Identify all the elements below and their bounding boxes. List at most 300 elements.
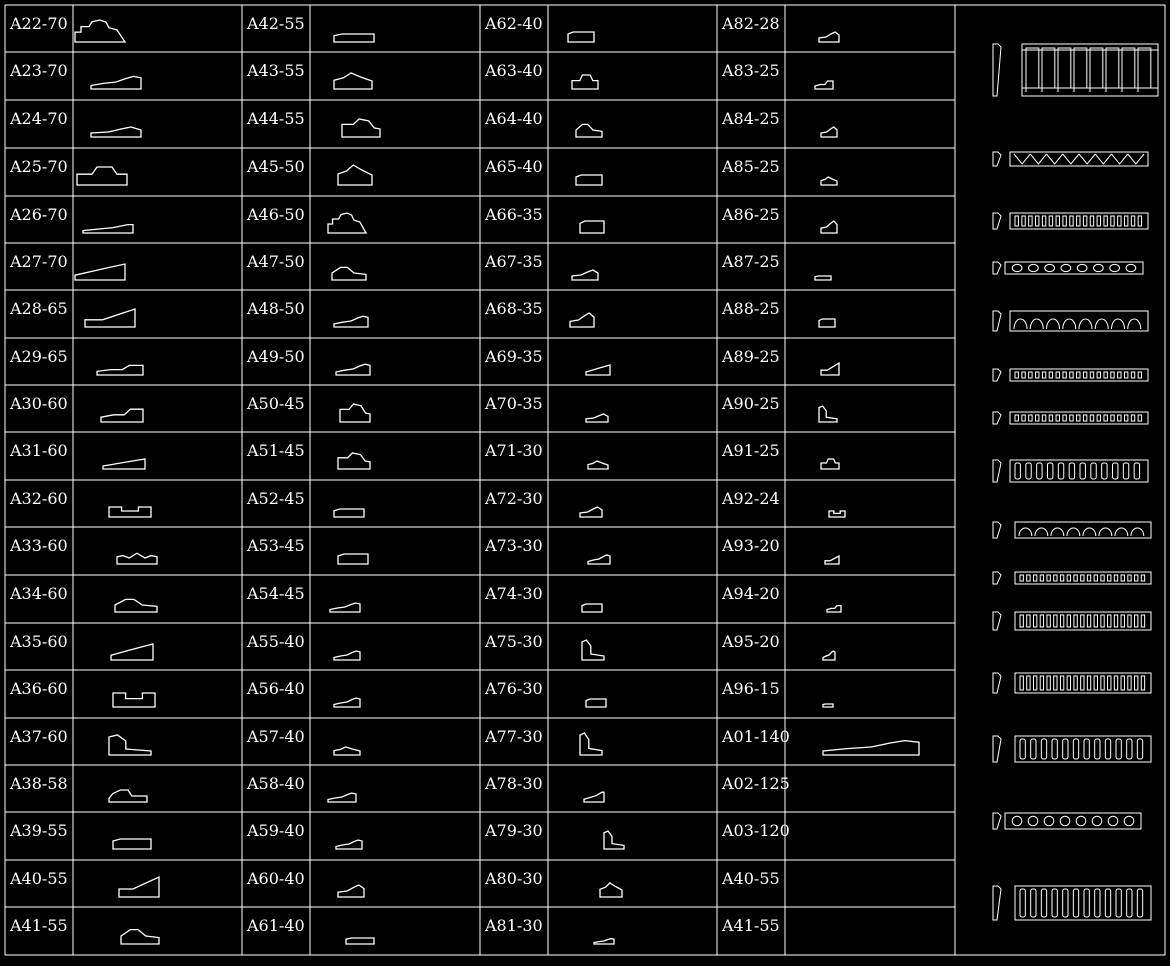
catalog-cell-a71-30 — [484, 441, 608, 469]
catalog-cell-a94-20 — [721, 584, 841, 612]
dentil-motif — [1022, 372, 1025, 378]
item-code-label: A56-40 — [247, 679, 305, 698]
moulding-profile — [572, 75, 598, 89]
dentil-motif — [1114, 615, 1117, 627]
dentil-motif — [1111, 372, 1114, 378]
dentil-motif — [1121, 615, 1124, 627]
item-code-label: A71-30 — [485, 441, 543, 460]
catalog-cell-a25-70 — [9, 157, 127, 185]
triangle-motif — [1128, 154, 1144, 164]
catalog-cell-a48-50 — [246, 299, 368, 327]
item-code-label: A57-40 — [247, 727, 305, 746]
strip-side-profile — [993, 412, 1001, 424]
dentil-motif — [1108, 676, 1111, 690]
dentil-motif — [1138, 372, 1141, 378]
moulding-profile — [821, 177, 837, 185]
item-code-label: A92-24 — [722, 489, 780, 508]
moulding-profile — [111, 644, 153, 660]
dentil-motif — [1090, 415, 1093, 421]
moulding-profile — [588, 555, 610, 564]
catalog-cell-a51-45 — [246, 441, 370, 469]
dentil-motif — [1102, 463, 1107, 479]
dentil-motif — [1111, 415, 1114, 421]
item-code-label: A69-35 — [485, 347, 543, 366]
catalog-cell-a39-55 — [9, 821, 151, 849]
catalog-cell-a46-50 — [246, 205, 366, 233]
moulding-profile — [821, 221, 837, 233]
catalog-cell-a70-35 — [484, 394, 608, 422]
dentil-motif — [1091, 463, 1096, 479]
moulding-profile — [338, 885, 364, 897]
moulding-profile — [113, 693, 155, 707]
ornament-strip-oval — [993, 813, 1141, 829]
arch-motif — [1131, 528, 1144, 536]
catalog-cell-a78-30 — [484, 774, 604, 802]
strip-side-profile — [993, 460, 1001, 482]
item-code-label: A84-25 — [722, 109, 780, 128]
dentil-motif — [1094, 676, 1097, 690]
dentil-motif — [1077, 415, 1080, 421]
catalog-cell-a40-55 — [721, 869, 780, 888]
item-code-label: A30-60 — [10, 394, 68, 413]
ornament-strip-dense — [993, 213, 1148, 229]
ornament-strip-dense — [993, 572, 1151, 584]
ornament-strip-dense — [993, 412, 1148, 424]
arch-motif — [1112, 319, 1125, 329]
ornament-strip-oval — [993, 262, 1143, 274]
dentil-motif — [1114, 575, 1117, 581]
dentil-motif — [1063, 739, 1068, 759]
catalog-cell-a33-60 — [9, 536, 157, 564]
moulding-profile — [576, 124, 602, 137]
greek-key-motif — [1122, 48, 1135, 92]
catalog-cell-a30-60 — [9, 394, 143, 422]
moulding-profile — [815, 81, 833, 89]
item-code-label: A96-15 — [722, 679, 780, 698]
dentil-motif — [1060, 676, 1063, 690]
dentil-motif — [1121, 575, 1124, 581]
dentil-motif — [1101, 615, 1104, 627]
dentil-motif — [1081, 676, 1084, 690]
item-code-label: A41-55 — [10, 916, 68, 935]
dentil-motif — [1097, 216, 1100, 226]
catalog-cell-a89-25 — [721, 347, 839, 375]
catalog-cell-a40-55 — [9, 869, 159, 897]
catalog-cell-a66-35 — [484, 205, 604, 233]
item-code-label: A77-30 — [485, 727, 543, 746]
strip-side-profile — [993, 736, 1001, 762]
dentil-motif — [1042, 216, 1045, 226]
arch-motif — [1083, 528, 1096, 536]
catalog-cell-a31-60 — [9, 441, 145, 469]
triangle-motif — [1095, 154, 1111, 164]
moulding-profile — [338, 453, 370, 469]
dentil-motif — [1090, 372, 1093, 378]
item-code-label: A33-60 — [10, 536, 68, 555]
item-code-label: A38-58 — [10, 774, 68, 793]
dentil-motif — [1020, 676, 1023, 690]
strip-border — [1005, 813, 1141, 829]
oval-motif — [1012, 816, 1022, 826]
item-code-label: A52-45 — [247, 489, 305, 508]
strip-border — [1015, 886, 1151, 920]
dentil-motif — [1049, 415, 1052, 421]
catalog-cell-a56-40 — [246, 679, 360, 707]
dentil-motif — [1033, 676, 1036, 690]
dentil-motif — [1118, 415, 1121, 421]
item-code-label: A90-25 — [722, 394, 780, 413]
item-code-label: A67-35 — [485, 252, 543, 271]
dentil-motif — [1083, 372, 1086, 378]
oval-motif — [1061, 264, 1071, 271]
catalog-cell-a92-24 — [721, 489, 845, 517]
catalog-cell-a43-55 — [246, 61, 372, 89]
catalog-cell-a76-30 — [484, 679, 606, 707]
item-code-label: A91-25 — [722, 441, 780, 460]
moulding-profile — [604, 831, 624, 849]
dentil-motif — [1027, 575, 1030, 581]
catalog-cell-a58-40 — [246, 774, 356, 802]
dentil-motif — [1026, 463, 1031, 479]
moulding-profile — [586, 414, 608, 422]
strip-side-profile — [993, 813, 1001, 829]
catalog-cell-a63-40 — [484, 61, 598, 89]
oval-motif — [1044, 816, 1054, 826]
moulding-profile — [588, 461, 608, 469]
item-code-label: A51-45 — [247, 441, 305, 460]
dentil-motif — [1033, 575, 1036, 581]
dentil-motif — [1135, 676, 1138, 690]
dentil-motif — [1118, 372, 1121, 378]
catalog-cell-a69-35 — [484, 347, 610, 375]
item-code-label: A28-65 — [10, 299, 68, 318]
ornament-strip-arch — [993, 522, 1151, 538]
dentil-motif — [1087, 575, 1090, 581]
item-code-label: A35-60 — [10, 632, 68, 651]
dentil-motif — [1105, 889, 1110, 917]
oval-motif — [1045, 264, 1055, 271]
moulding-profile — [109, 507, 151, 517]
dentil-motif — [1069, 463, 1074, 479]
item-code-label: A63-40 — [485, 61, 543, 80]
moulding-profile — [580, 221, 604, 233]
catalog-cell-a73-30 — [484, 536, 610, 564]
moulding-profile — [582, 640, 604, 660]
greek-key-motif — [1042, 48, 1055, 92]
item-code-label: A76-30 — [485, 679, 543, 698]
item-code-label: A39-55 — [10, 821, 68, 840]
dentil-motif — [1020, 739, 1025, 759]
greek-key-motif — [1090, 48, 1103, 92]
oval-motif — [1077, 264, 1087, 271]
item-code-label: A54-45 — [247, 584, 305, 603]
moulding-profile — [819, 32, 839, 42]
catalog-cell-a64-40 — [484, 109, 602, 137]
dentil-motif — [1141, 575, 1144, 581]
arch-motif — [1051, 528, 1064, 536]
catalog-cell-a95-20 — [721, 632, 835, 660]
moulding-profile — [338, 165, 372, 185]
dentil-motif — [1104, 372, 1107, 378]
dentil-motif — [1027, 615, 1030, 627]
strip-side-profile — [993, 213, 1001, 229]
moulding-profile — [75, 20, 125, 42]
arch-motif — [1030, 319, 1043, 329]
dentil-motif — [1049, 372, 1052, 378]
moulding-profile — [572, 270, 598, 280]
dentil-motif — [1052, 889, 1057, 917]
dentil-motif — [1036, 372, 1039, 378]
dentil-motif — [1116, 889, 1121, 917]
moulding-profile — [328, 213, 366, 233]
ornament-strip-tall — [993, 886, 1151, 920]
dentil-motif — [1087, 615, 1090, 627]
ornament-strip-tall — [993, 460, 1148, 482]
moulding-profile — [330, 603, 360, 612]
dentil-motif — [1048, 463, 1053, 479]
dentil-motif — [1070, 415, 1073, 421]
strip-side-profile — [993, 311, 1001, 331]
moulding-profile — [332, 267, 366, 280]
moulding-profile — [113, 839, 151, 849]
catalog-cell-a81-30 — [484, 916, 614, 944]
catalog-cell-a93-20 — [721, 536, 839, 564]
item-code-label: A73-30 — [485, 536, 543, 555]
catalog-cell-a91-25 — [721, 441, 839, 469]
item-code-label: A03-120 — [722, 821, 790, 840]
dentil-motif — [1029, 415, 1032, 421]
item-code-label: A48-50 — [247, 299, 305, 318]
dentil-motif — [1094, 615, 1097, 627]
dentil-motif — [1073, 889, 1078, 917]
item-code-label: A60-40 — [247, 869, 305, 888]
dentil-motif — [1056, 372, 1059, 378]
moulding-profile — [825, 556, 839, 564]
moulding-profile — [91, 76, 141, 89]
moulding-profile — [328, 793, 356, 802]
catalog-cell-a80-30 — [484, 869, 622, 897]
arch-motif — [1095, 319, 1108, 329]
arch-motif — [1067, 528, 1080, 536]
item-code-label: A01-140 — [722, 727, 790, 746]
item-code-label: A58-40 — [247, 774, 305, 793]
greek-key-motif — [1106, 48, 1119, 92]
catalog-cell-a32-60 — [9, 489, 151, 517]
moulding-profile — [576, 175, 602, 185]
dentil-motif — [1080, 463, 1085, 479]
dentil-motif — [1029, 216, 1032, 226]
strip-border — [1010, 369, 1148, 381]
dentil-motif — [1074, 615, 1077, 627]
dentil-motif — [1056, 415, 1059, 421]
dentil-motif — [1128, 676, 1131, 690]
moulding-profile — [570, 313, 594, 327]
item-code-label: A26-70 — [10, 205, 68, 224]
strip-border — [1005, 262, 1143, 274]
moulding-profile — [827, 606, 841, 612]
item-code-label: A44-55 — [247, 109, 305, 128]
dentil-motif — [1067, 676, 1070, 690]
arch-motif — [1047, 319, 1060, 329]
moulding-profile — [346, 938, 374, 944]
moulding-profile — [594, 939, 614, 944]
ornament-strip-arch — [993, 311, 1148, 331]
catalog-cell-a53-45 — [246, 536, 368, 564]
dentil-motif — [1058, 463, 1063, 479]
item-code-label: A95-20 — [722, 632, 780, 651]
item-code-label: A40-55 — [722, 869, 780, 888]
item-code-label: A68-35 — [485, 299, 543, 318]
dentil-motif — [1101, 575, 1104, 581]
catalog-cell-a02-125 — [721, 774, 790, 793]
catalog-cell-a36-60 — [9, 679, 155, 707]
dentil-motif — [1135, 615, 1138, 627]
dentil-motif — [1022, 216, 1025, 226]
moulding-profile — [121, 930, 159, 944]
dentil-motif — [1031, 739, 1036, 759]
item-code-label: A23-70 — [10, 61, 68, 80]
catalog-cell-a60-40 — [246, 869, 364, 897]
oval-motif — [1076, 816, 1086, 826]
dentil-motif — [1084, 739, 1089, 759]
moulding-profile — [119, 877, 159, 897]
dentil-motif — [1047, 615, 1050, 627]
arch-motif — [1019, 528, 1032, 536]
dentil-motif — [1081, 575, 1084, 581]
item-code-label: A79-30 — [485, 821, 543, 840]
item-code-label: A29-65 — [10, 347, 68, 366]
catalog-cell-a23-70 — [9, 61, 141, 89]
catalog-cell-a41-55 — [721, 916, 780, 935]
triangle-motif — [1112, 154, 1128, 164]
dentil-motif — [1063, 216, 1066, 226]
moulding-profile — [101, 409, 143, 422]
dentil-motif — [1047, 676, 1050, 690]
catalog-cell-a65-40 — [484, 157, 602, 185]
item-code-label: A45-50 — [247, 157, 305, 176]
moulding-profile — [334, 316, 368, 327]
catalog-cell-a85-25 — [721, 157, 837, 185]
dentil-motif — [1131, 216, 1134, 226]
catalog-cell-a55-40 — [246, 632, 360, 660]
strip-side-profile — [993, 44, 1001, 96]
catalog-cell-a88-25 — [721, 299, 835, 327]
strip-side-profile — [993, 262, 1001, 274]
dentil-motif — [1047, 575, 1050, 581]
strip-side-profile — [993, 673, 1001, 693]
item-code-label: A72-30 — [485, 489, 543, 508]
dentil-motif — [1040, 676, 1043, 690]
moulding-profile — [819, 319, 835, 327]
dentil-motif — [1116, 739, 1121, 759]
catalog-cell-a28-65 — [9, 299, 135, 327]
item-code-label: A46-50 — [247, 205, 305, 224]
strip-border — [1010, 412, 1148, 424]
item-code-label: A49-50 — [247, 347, 305, 366]
triangle-motif — [1030, 154, 1046, 164]
table-cells — [9, 14, 919, 944]
dentil-motif — [1077, 372, 1080, 378]
catalog-cell-a86-25 — [721, 205, 837, 233]
catalog-cell-a67-35 — [484, 252, 598, 280]
item-code-label: A87-25 — [722, 252, 780, 271]
dentil-motif — [1124, 216, 1127, 226]
dentil-motif — [1015, 463, 1020, 479]
dentil-motif — [1128, 575, 1131, 581]
oval-motif — [1029, 264, 1039, 271]
dentil-motif — [1128, 615, 1131, 627]
dentil-motif — [1141, 676, 1144, 690]
dentil-motif — [1104, 415, 1107, 421]
strip-side-profile — [993, 369, 1001, 381]
greek-key-motif — [1026, 48, 1039, 92]
dentil-motif — [1131, 372, 1134, 378]
item-code-label: A83-25 — [722, 61, 780, 80]
item-code-label: A37-60 — [10, 727, 68, 746]
moulding-profile — [580, 507, 602, 517]
item-code-label: A22-70 — [10, 14, 68, 33]
catalog-cell-a50-45 — [246, 394, 370, 422]
item-code-label: A75-30 — [485, 632, 543, 651]
item-code-label: A86-25 — [722, 205, 780, 224]
dentil-motif — [1042, 372, 1045, 378]
item-code-label: A80-30 — [485, 869, 543, 888]
moulding-profile — [600, 883, 622, 897]
item-code-label: A61-40 — [247, 916, 305, 935]
item-code-label: A64-40 — [485, 109, 543, 128]
catalog-cell-a84-25 — [721, 109, 837, 137]
strip-side-profile — [993, 886, 1001, 920]
moulding-profile — [821, 127, 837, 137]
dentil-motif — [1131, 415, 1134, 421]
catalog-cell-a45-50 — [246, 157, 372, 185]
dentil-motif — [1135, 575, 1138, 581]
ornament-strip-tall — [993, 736, 1151, 762]
moulding-profile — [97, 365, 143, 375]
moulding-profile — [334, 747, 360, 755]
moulding-profile — [91, 127, 141, 137]
catalog-cell-a44-55 — [246, 109, 380, 137]
dentil-motif — [1074, 575, 1077, 581]
item-code-label: A62-40 — [485, 14, 543, 33]
dentil-motif — [1083, 216, 1086, 226]
catalog-cell-a54-45 — [246, 584, 360, 612]
dentil-motif — [1036, 216, 1039, 226]
dentil-motif — [1097, 415, 1100, 421]
moulding-profile — [340, 404, 370, 422]
strip-border — [1010, 213, 1148, 229]
dentil-motif — [1054, 575, 1057, 581]
catalog-cell-a37-60 — [9, 727, 151, 755]
catalog-cell-a83-25 — [721, 61, 833, 89]
catalog-cell-a72-30 — [484, 489, 602, 517]
catalog-cell-a49-50 — [246, 347, 370, 375]
triangle-motif — [1079, 154, 1095, 164]
strip-side-profile — [993, 522, 1001, 538]
moulding-profile — [75, 264, 125, 280]
catalog-cell-a24-70 — [9, 109, 141, 137]
dentil-motif — [1022, 415, 1025, 421]
catalog-cell-a90-25 — [721, 394, 837, 422]
catalog-cell-a68-35 — [484, 299, 594, 327]
moulding-profile — [334, 509, 364, 517]
strip-border — [1015, 572, 1151, 584]
dentil-motif — [1070, 216, 1073, 226]
dentil-motif — [1114, 676, 1117, 690]
moulding-profile — [117, 553, 157, 564]
catalog-cell-a74-30 — [484, 584, 602, 612]
arch-motif — [1035, 528, 1048, 536]
